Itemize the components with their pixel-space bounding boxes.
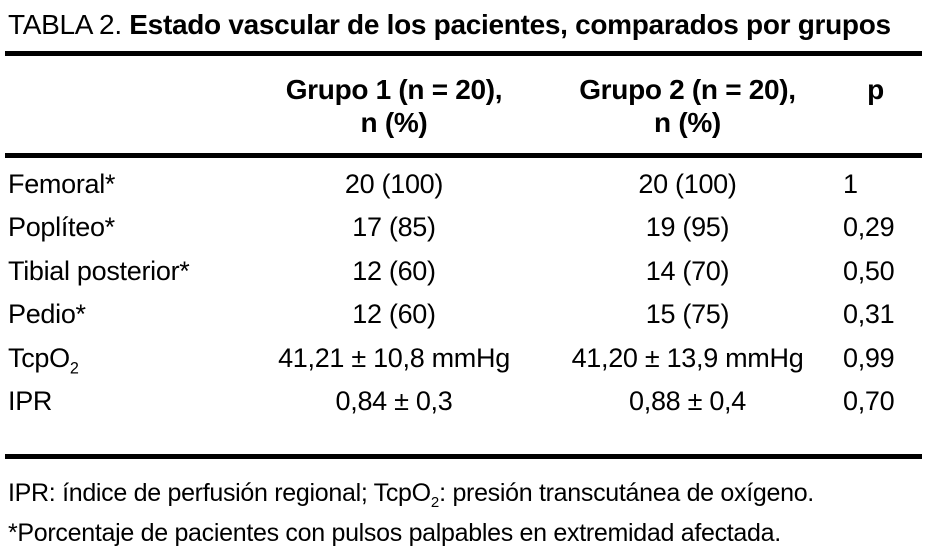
header-rule bbox=[5, 153, 922, 158]
group2-value: 20 (100) bbox=[638, 169, 737, 199]
row-label: Poplíteo* bbox=[8, 212, 115, 243]
row-label: TcpO$_2$ bbox=[8, 342, 79, 377]
group1-value: 12 (60) bbox=[352, 255, 436, 286]
row-label: Femoral* bbox=[8, 169, 116, 199]
footnote-abbreviations: IPR: índice de perfusión regional; TcpO$_2$: presión transcutánea de oxígeno. bbox=[8, 479, 814, 512]
header-group2-line2: n (%) bbox=[654, 107, 721, 138]
group1-value: 12 (60) bbox=[352, 299, 436, 330]
header-empty-cell bbox=[8, 73, 248, 139]
group2-value: 19 (95) bbox=[645, 212, 730, 243]
p-value: 0,70 bbox=[843, 385, 895, 416]
group1-value: 41,21 ± 10,8 mmHg bbox=[278, 342, 510, 373]
header-group2 bbox=[540, 73, 835, 139]
header-group1-line1: Grupo 1 (n = 20), bbox=[285, 74, 503, 105]
table-caption: Estado vascular de los pacientes, comparados por grupos bbox=[129, 9, 891, 40]
header-p: p bbox=[867, 74, 884, 105]
row-label: Pedio* bbox=[8, 299, 86, 330]
p-value: 0,31 bbox=[843, 299, 895, 330]
table-number: TABLA 2. bbox=[8, 9, 122, 40]
footnote-asterisk: *Porcentaje de pacientes con pulsos palpables en extremidad afectada. bbox=[8, 519, 781, 548]
group1-value: 20 (100) bbox=[344, 169, 444, 199]
p-value: 0,99 bbox=[843, 342, 895, 373]
p-value: 0,29 bbox=[843, 212, 895, 243]
header-group1 bbox=[248, 73, 540, 139]
header-group1-line2: n (%) bbox=[360, 107, 428, 138]
row-label: Tibial posterior* bbox=[8, 255, 190, 286]
row-label: IPR bbox=[8, 385, 53, 416]
table-footnotes bbox=[8, 478, 930, 549]
bottom-rule bbox=[5, 454, 922, 459]
group2-value: 14 (70) bbox=[645, 255, 730, 286]
table-title bbox=[8, 6, 928, 44]
group2-value: 15 (75) bbox=[645, 299, 730, 330]
top-rule bbox=[5, 51, 922, 56]
table-header-row bbox=[8, 73, 930, 139]
table-body bbox=[8, 168, 930, 428]
group1-value: 17 (85) bbox=[352, 212, 436, 243]
group1-value: 0,84 ± 0,3 bbox=[335, 385, 453, 416]
p-value: 0,50 bbox=[843, 255, 895, 286]
group2-value: 41,20 ± 13,9 mmHg bbox=[571, 342, 804, 373]
group2-value: 0,88 ± 0,4 bbox=[629, 385, 746, 416]
p-value: 1 bbox=[843, 169, 858, 199]
header-group2-line1: Grupo 2 (n = 20), bbox=[579, 74, 796, 105]
